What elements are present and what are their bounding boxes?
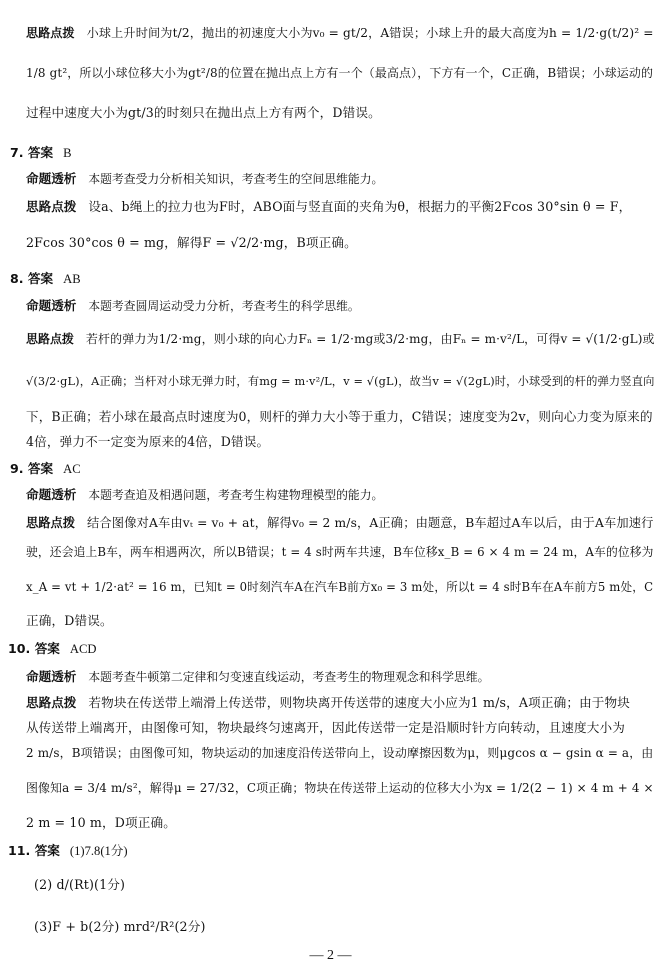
answer-11-part-2 xyxy=(34,876,125,894)
answer-7-hint-1 xyxy=(26,198,631,216)
answer-number: 11. 答案 xyxy=(8,843,60,858)
answer-value: ACD xyxy=(69,642,97,656)
hint-text: 图像知a = 3/4 m/s²，解得μ = 27/32，C项正确；物块在传送带上运动的位移大小为x = 1/2(2 − 1) × 4 m + 4 × xyxy=(26,781,654,795)
answer-value: (1)7.8(1分) xyxy=(69,844,128,858)
hint-text: 2 m = 10 m，D项正确。 xyxy=(26,815,176,830)
hint-label: 思路点拨 xyxy=(26,26,75,40)
answer-10-hint-1 xyxy=(26,694,630,712)
answer-9-hint-4 xyxy=(26,612,113,630)
intent-label: 命题透析 xyxy=(26,487,77,502)
hint-label: 思路点拨 xyxy=(26,199,77,214)
hint-label: 思路点拨 xyxy=(26,516,75,530)
intent-label: 命题透析 xyxy=(26,669,77,684)
answer-10-heading xyxy=(8,640,96,658)
hint-text: 驶，还会追上B车，两车相遇两次，所以B错误；t = 4 s时两车共速，B车位移x_B = 6 × 4 m = 24 m，A车的位移为 xyxy=(26,545,654,559)
hint-text: √(3/2·gL)，A正确；当杆对小球无弹力时，有mg = m·v²/L，v = √(gL)，故当v = √(2gL)时，小球受到的杆的弹力竖直向 xyxy=(26,375,655,388)
hint-label: 思路点拨 xyxy=(26,332,74,346)
answer-7-intent xyxy=(26,170,383,188)
hint-text: x_A = vt + 1/2·at² = 16 m，已知t = 0时刻汽车A在汽车B前方x₀ = 3 m处，所以t = 4 s时B车在A车前方5 m处，C xyxy=(26,580,654,594)
answer-8-hint-4 xyxy=(26,433,269,451)
answer-10-hint-2 xyxy=(26,719,625,737)
page-number: — 2 — xyxy=(309,948,352,963)
p6-hint-line-2 xyxy=(26,64,653,82)
answer-9-intent xyxy=(26,486,383,504)
answer-value: B xyxy=(63,146,72,160)
hint-text: 从传送带上端离开，由图像可知，物块最终匀速离开，因此传送带一定是沿顺时针方向转动，且速度大小为 xyxy=(26,720,625,735)
p6-hint-line-1 xyxy=(26,24,654,42)
answer-7-hint-2 xyxy=(26,234,357,252)
answer-8-hint-3 xyxy=(26,408,653,426)
answer-9-heading xyxy=(10,460,81,478)
p6-hint-line-3 xyxy=(26,104,381,122)
hint-label: 思路点拨 xyxy=(26,695,77,710)
intent-text: 本题考查追及相遇问题，考查考生构建物理模型的能力。 xyxy=(88,488,384,502)
answer-part-text: (2) d/(Rt)(1分) xyxy=(34,877,126,892)
answer-8-heading xyxy=(10,270,81,288)
answer-11-heading xyxy=(8,842,128,860)
answer-11-part-3 xyxy=(34,918,206,936)
intent-text: 本题考查受力分析相关知识，考查考生的空间思维能力。 xyxy=(88,172,384,186)
intent-text: 本题考查牛顿第二定律和匀变速直线运动，考查考生的物理观念和科学思维。 xyxy=(88,670,490,684)
answer-9-hint-3 xyxy=(26,578,653,596)
hint-text: 若物块在传送带上端滑上传送带，则物块离开传送带的速度大小应为1 m/s，A项正确；由于物块 xyxy=(88,695,631,710)
answer-10-hint-5 xyxy=(26,814,176,832)
hint-text: 下，B正确；若小球在最高点时速度为0，则杆的弹力大小等于重力，C错误；速度变为2v，则向心力变为原来的 xyxy=(26,409,653,424)
hint-text: 若杆的弹力为1/2·mg，则小球的向心力Fₙ = 1/2·mg或3/2·mg，由Fₙ = m·v²/L，可得v = √(1/2·gL)或 xyxy=(85,332,655,346)
answer-10-hint-3 xyxy=(26,744,653,762)
hint-text: 小球上升时间为t/2，抛出的初速度大小为v₀ = gt/2，A错误；小球上升的最大高度为h = 1/2·g(t/2)² = xyxy=(86,26,654,40)
answer-9-hint-2 xyxy=(26,543,654,561)
intent-label: 命题透析 xyxy=(26,171,77,186)
answer-9-hint-1 xyxy=(26,514,654,532)
hint-text: 正确，D错误。 xyxy=(26,613,113,628)
answer-number: 7. 答案 xyxy=(10,145,54,160)
hint-text: 结合图像对A车由vₜ = v₀ + at，解得v₀ = 2 m/s，A正确；由题意，B车超过A车以后，由于A车加速行 xyxy=(87,516,654,530)
hint-text: 设a、b绳上的拉力也为F时，ABO面与竖直面的夹角为θ，根据力的平衡2Fcos 30°sin θ = F， xyxy=(88,199,632,214)
answer-10-intent xyxy=(26,668,489,686)
hint-text: 4倍，弹力不一定变为原来的4倍，D错误。 xyxy=(26,434,270,449)
answer-7-heading xyxy=(10,144,72,162)
intent-label: 命题透析 xyxy=(26,298,77,313)
hint-text: 2 m/s，B项错误；由图像可知，物块运动的加速度沿传送带向上，设动摩擦因数为μ，则μgcos α − gsin α = a，由 xyxy=(26,746,654,760)
answer-value: AB xyxy=(63,272,81,286)
answer-part-text: (3)F + b(2分) mrd²/R²(2分) xyxy=(34,919,206,934)
intent-text: 本题考查圆周运动受力分析，考查考生的科学思维。 xyxy=(88,299,360,313)
answer-8-hint-2 xyxy=(26,373,655,391)
answer-value: AC xyxy=(63,462,81,476)
hint-text: 过程中速度大小为gt/3的时刻只在抛出点上方有两个，D错误。 xyxy=(26,105,381,120)
answer-number: 8. 答案 xyxy=(10,271,54,286)
answer-number: 10. 答案 xyxy=(8,641,60,656)
hint-text: 2Fcos 30°cos θ = mg，解得F = √2/2·mg，B项正确。 xyxy=(26,235,357,250)
answer-10-hint-4 xyxy=(26,779,654,797)
answer-number: 9. 答案 xyxy=(10,461,54,476)
answer-8-intent xyxy=(26,297,360,315)
hint-text: 1/8 gt²，所以小球位移大小为gt²/8的位置在抛出点上方有一个（最高点），下方有一个，C正确，B错误；小球运动的 xyxy=(26,66,654,80)
answer-8-hint-1 xyxy=(26,330,655,348)
